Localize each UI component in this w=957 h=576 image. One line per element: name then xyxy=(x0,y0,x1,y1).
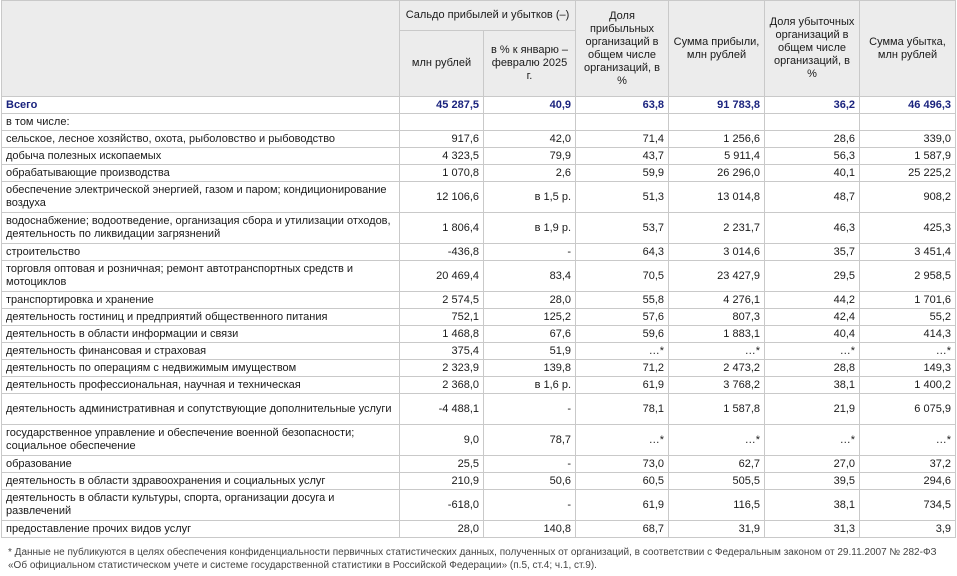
cell-pct: 51,9 xyxy=(484,343,576,360)
cell-loss-share: 31,3 xyxy=(765,521,860,538)
cell-profit-share: 59,9 xyxy=(576,165,669,182)
cell-loss-sum: 908,2 xyxy=(860,182,956,213)
row-label: транспортировка и хранение xyxy=(2,292,400,309)
table-row xyxy=(2,148,956,165)
row-label: предоставление прочих видов услуг xyxy=(2,521,400,538)
cell-profit-share: 70,5 xyxy=(576,261,669,292)
row-label: деятельность в области здравоохранения и социальных услуг xyxy=(2,473,400,490)
cell-profit-share: 51,3 xyxy=(576,182,669,213)
cell-saldo: -4 488,1 xyxy=(400,394,484,425)
table-row xyxy=(2,213,956,244)
cell-profit-sum xyxy=(669,114,765,131)
cell-saldo: 4 323,5 xyxy=(400,148,484,165)
cell-saldo: 917,6 xyxy=(400,131,484,148)
table-row xyxy=(2,343,956,360)
cell-loss-share: …* xyxy=(765,343,860,360)
cell-pct: 67,6 xyxy=(484,326,576,343)
table-row xyxy=(2,165,956,182)
cell-loss-sum: …* xyxy=(860,343,956,360)
cell-loss-sum: 2 958,5 xyxy=(860,261,956,292)
cell-pct: 125,2 xyxy=(484,309,576,326)
cell-loss-sum: 414,3 xyxy=(860,326,956,343)
table-row xyxy=(2,377,956,394)
cell-pct: в 1,5 р. xyxy=(484,182,576,213)
cell-saldo: 1 806,4 xyxy=(400,213,484,244)
profit-loss-table xyxy=(1,0,956,538)
cell-profit-sum: 13 014,8 xyxy=(669,182,765,213)
cell-saldo: 1 070,8 xyxy=(400,165,484,182)
cell-pct: 83,4 xyxy=(484,261,576,292)
cell-saldo: 9,0 xyxy=(400,425,484,456)
header-saldo-group: Сальдо прибылей и убытков (–) xyxy=(400,1,576,31)
cell-saldo: 375,4 xyxy=(400,343,484,360)
cell-loss-share: 28,8 xyxy=(765,360,860,377)
row-label: деятельность финансовая и страховая xyxy=(2,343,400,360)
cell-profit-share: 61,9 xyxy=(576,377,669,394)
header-saldo-pct: в % к январю – февралю 2025 г. xyxy=(484,31,576,97)
cell-profit-sum: …* xyxy=(669,343,765,360)
footnote: * Данные не публикуются в целях обеспечения конфиденциальности первичных статистических данных, полученных от организаций, в соответствии с Федеральным законом от 29.11.2007 № 282-ФЗ «Об официальном статистическом учете и системе государственной статистики в Российской Федерации» (п.5, ст.4; ч.1, ст.9). xyxy=(8,547,937,571)
table-row xyxy=(2,261,956,292)
cell-loss-share: 48,7 xyxy=(765,182,860,213)
cell-saldo: 2 323,9 xyxy=(400,360,484,377)
cell-saldo: 25,5 xyxy=(400,456,484,473)
header-loss-sum: Сумма убытка, млн рублей xyxy=(860,1,956,97)
row-label: сельское, лесное хозяйство, охота, рыболовство и рыбоводство xyxy=(2,131,400,148)
cell-saldo: 20 469,4 xyxy=(400,261,484,292)
cell-pct: в 1,6 р. xyxy=(484,377,576,394)
cell-loss-sum: 339,0 xyxy=(860,131,956,148)
cell-profit-share: 71,4 xyxy=(576,131,669,148)
cell-profit-share: 60,5 xyxy=(576,473,669,490)
cell-loss-sum: …* xyxy=(860,425,956,456)
cell-profit-sum: 23 427,9 xyxy=(669,261,765,292)
row-label: добыча полезных ископаемых xyxy=(2,148,400,165)
cell-profit-sum: 26 296,0 xyxy=(669,165,765,182)
row-label: деятельность в области культуры, спорта, организации досуга и развлечений xyxy=(2,490,400,521)
cell-pct: - xyxy=(484,244,576,261)
cell-loss-sum: 1 400,2 xyxy=(860,377,956,394)
cell-loss-share: 27,0 xyxy=(765,456,860,473)
cell-profit-share: 57,6 xyxy=(576,309,669,326)
table-row xyxy=(2,309,956,326)
cell-profit-share: …* xyxy=(576,343,669,360)
cell-loss-share: 38,1 xyxy=(765,490,860,521)
row-label: деятельность профессиональная, научная и техническая xyxy=(2,377,400,394)
cell-loss-sum: 149,3 xyxy=(860,360,956,377)
cell-pct: 28,0 xyxy=(484,292,576,309)
table-row xyxy=(2,394,956,425)
table-body xyxy=(2,97,956,538)
cell-loss-share: 38,1 xyxy=(765,377,860,394)
row-label: Всего xyxy=(2,97,400,114)
row-label: деятельность по операциям с недвижимым имуществом xyxy=(2,360,400,377)
cell-pct: 50,6 xyxy=(484,473,576,490)
cell-profit-share: 71,2 xyxy=(576,360,669,377)
table-row xyxy=(2,326,956,343)
cell-profit-share: 53,7 xyxy=(576,213,669,244)
cell-pct: 40,9 xyxy=(484,97,576,114)
table-row xyxy=(2,425,956,456)
cell-pct: - xyxy=(484,456,576,473)
cell-profit-sum: 2 231,7 xyxy=(669,213,765,244)
cell-profit-sum: 4 276,1 xyxy=(669,292,765,309)
row-label: государственное управление и обеспечение военной безопасности; социальное обеспечение xyxy=(2,425,400,456)
cell-pct xyxy=(484,114,576,131)
cell-loss-sum: 1 701,6 xyxy=(860,292,956,309)
cell-saldo: 210,9 xyxy=(400,473,484,490)
cell-pct: 140,8 xyxy=(484,521,576,538)
header-profit-share: Доля прибыльных организаций в общем числе организаций, в % xyxy=(576,1,669,97)
cell-profit-sum: 807,3 xyxy=(669,309,765,326)
cell-loss-share: 36,2 xyxy=(765,97,860,114)
cell-pct: - xyxy=(484,490,576,521)
cell-loss-share: 40,1 xyxy=(765,165,860,182)
cell-pct: в 1,9 р. xyxy=(484,213,576,244)
table-row xyxy=(2,114,956,131)
row-label: образование xyxy=(2,456,400,473)
header-loss-share: Доля убыточных организаций в общем числе организаций, в % xyxy=(765,1,860,97)
cell-saldo: 2 368,0 xyxy=(400,377,484,394)
cell-profit-share xyxy=(576,114,669,131)
row-label: деятельность гостиниц и предприятий общественного питания xyxy=(2,309,400,326)
table-row xyxy=(2,473,956,490)
cell-saldo: -618,0 xyxy=(400,490,484,521)
row-label: строительство xyxy=(2,244,400,261)
cell-saldo: 752,1 xyxy=(400,309,484,326)
cell-profit-share: 73,0 xyxy=(576,456,669,473)
cell-profit-share: 61,9 xyxy=(576,490,669,521)
cell-profit-sum: 91 783,8 xyxy=(669,97,765,114)
cell-profit-sum: 505,5 xyxy=(669,473,765,490)
cell-profit-sum: 5 911,4 xyxy=(669,148,765,165)
cell-profit-sum: …* xyxy=(669,425,765,456)
table-row xyxy=(2,182,956,213)
row-label: торговля оптовая и розничная; ремонт автотранспортных средств и мотоциклов xyxy=(2,261,400,292)
table-row xyxy=(2,131,956,148)
cell-loss-sum: 3 451,4 xyxy=(860,244,956,261)
cell-loss-share: 29,5 xyxy=(765,261,860,292)
table-header xyxy=(2,1,956,97)
cell-pct: 2,6 xyxy=(484,165,576,182)
table-row xyxy=(2,490,956,521)
cell-pct: 42,0 xyxy=(484,131,576,148)
row-label: обрабатывающие производства xyxy=(2,165,400,182)
cell-profit-share: 78,1 xyxy=(576,394,669,425)
cell-loss-sum: 6 075,9 xyxy=(860,394,956,425)
cell-profit-share: 43,7 xyxy=(576,148,669,165)
cell-profit-sum: 31,9 xyxy=(669,521,765,538)
cell-profit-sum: 2 473,2 xyxy=(669,360,765,377)
cell-pct: 79,9 xyxy=(484,148,576,165)
cell-saldo: -436,8 xyxy=(400,244,484,261)
cell-loss-sum: 55,2 xyxy=(860,309,956,326)
cell-profit-sum: 3 014,6 xyxy=(669,244,765,261)
row-label: в том числе: xyxy=(2,114,400,131)
cell-profit-sum: 62,7 xyxy=(669,456,765,473)
cell-loss-share: 21,9 xyxy=(765,394,860,425)
row-label: деятельность административная и сопутствующие дополнительные услуги xyxy=(2,394,400,425)
cell-pct: - xyxy=(484,394,576,425)
table-row xyxy=(2,521,956,538)
cell-profit-share: 55,8 xyxy=(576,292,669,309)
cell-pct: 78,7 xyxy=(484,425,576,456)
table-row xyxy=(2,292,956,309)
cell-loss-sum: 46 496,3 xyxy=(860,97,956,114)
cell-loss-sum: 3,9 xyxy=(860,521,956,538)
row-label: обеспечение электрической энергией, газом и паром; кондиционирование воздуха xyxy=(2,182,400,213)
cell-loss-share: 35,7 xyxy=(765,244,860,261)
cell-loss-share xyxy=(765,114,860,131)
cell-loss-share: 42,4 xyxy=(765,309,860,326)
cell-loss-share: 28,6 xyxy=(765,131,860,148)
cell-saldo: 28,0 xyxy=(400,521,484,538)
cell-profit-share: 63,8 xyxy=(576,97,669,114)
cell-profit-sum: 1 587,8 xyxy=(669,394,765,425)
cell-loss-sum: 37,2 xyxy=(860,456,956,473)
header-saldo-mln: млн рублей xyxy=(400,31,484,97)
cell-profit-sum: 3 768,2 xyxy=(669,377,765,394)
cell-profit-sum: 1 256,6 xyxy=(669,131,765,148)
cell-loss-sum: 294,6 xyxy=(860,473,956,490)
cell-loss-share: 46,3 xyxy=(765,213,860,244)
header-profit-sum: Сумма прибыли, млн рублей xyxy=(669,1,765,97)
cell-profit-sum: 1 883,1 xyxy=(669,326,765,343)
table-row xyxy=(2,244,956,261)
cell-loss-sum: 1 587,9 xyxy=(860,148,956,165)
table-row xyxy=(2,456,956,473)
cell-profit-sum: 116,5 xyxy=(669,490,765,521)
cell-pct: 139,8 xyxy=(484,360,576,377)
cell-profit-share: 68,7 xyxy=(576,521,669,538)
cell-loss-sum xyxy=(860,114,956,131)
row-label: деятельность в области информации и связи xyxy=(2,326,400,343)
row-label: водоснабжение; водоотведение, организация сбора и утилизации отходов, деятельность по ликвидации загрязнений xyxy=(2,213,400,244)
cell-loss-share: 44,2 xyxy=(765,292,860,309)
cell-profit-share: 64,3 xyxy=(576,244,669,261)
cell-loss-share: 40,4 xyxy=(765,326,860,343)
cell-saldo: 45 287,5 xyxy=(400,97,484,114)
cell-loss-share: 39,5 xyxy=(765,473,860,490)
cell-saldo: 12 106,6 xyxy=(400,182,484,213)
cell-profit-share: …* xyxy=(576,425,669,456)
cell-loss-share: …* xyxy=(765,425,860,456)
total-row xyxy=(2,97,956,114)
cell-loss-sum: 734,5 xyxy=(860,490,956,521)
cell-loss-sum: 25 225,2 xyxy=(860,165,956,182)
header-empty-cell xyxy=(2,1,400,97)
cell-saldo: 1 468,8 xyxy=(400,326,484,343)
cell-saldo xyxy=(400,114,484,131)
table-row xyxy=(2,360,956,377)
cell-profit-share: 59,6 xyxy=(576,326,669,343)
cell-saldo: 2 574,5 xyxy=(400,292,484,309)
cell-loss-share: 56,3 xyxy=(765,148,860,165)
cell-loss-sum: 425,3 xyxy=(860,213,956,244)
